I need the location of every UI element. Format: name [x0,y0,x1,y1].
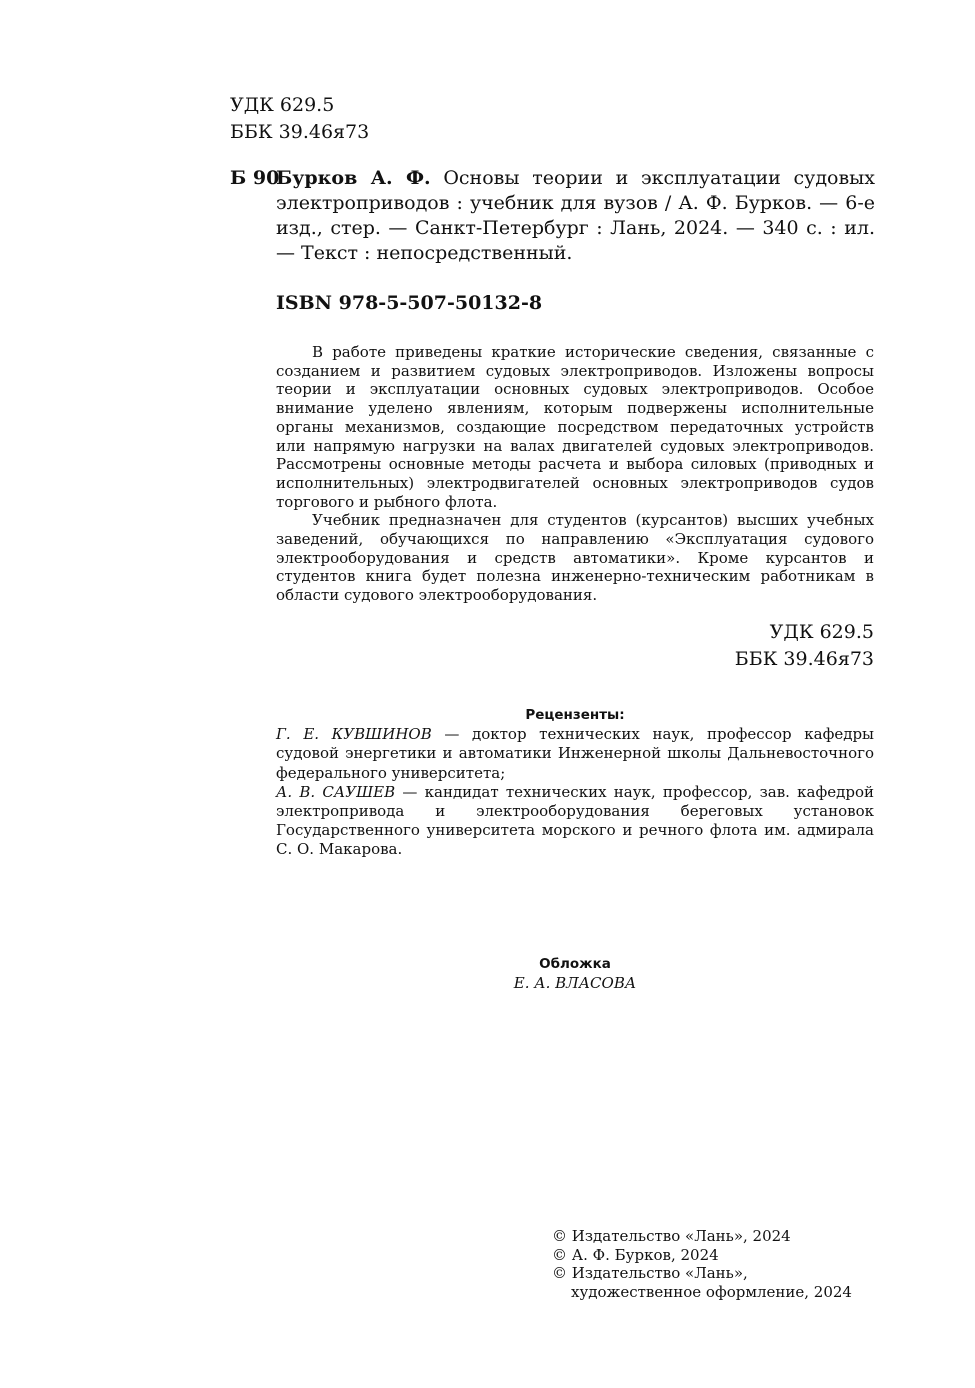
cover-designer: Е. А. ВЛАСОВА [513,974,637,992]
copyright-line: © А. Ф. Бурков, 2024 [552,1245,719,1264]
top-classification-codes [230,92,369,146]
copyright-line: © Издательство «Лань», [552,1264,748,1282]
udk-code: УДК 629.5 [230,94,335,116]
title-description: Основы теории и эксплуатации судовых электроприводов : учебник для вузов / А. Ф. Бурков. — 6-е изд., стер. — Санкт-Петербург : Лань, 2024. — 340 с. : ил. — Текст : непосредственный. [276,167,875,264]
abstract-paragraph: В работе приведены краткие исторические сведения, связанные с созданием и развитием судовых электроприводов. Изложены вопросы теории и эксплуатации основных судовых электроприводов. Особое внимание уделено явлениям, которым подвержены исполнительные органы механизмов, создающие посредством передаточных устройств или напрямую нагрузки на валах двигателей судовых электроприводов. Рассмотрены основные методы расчета и выбора силовых (приводных и исполнительных) электродвигателей основных электроприводов судов торгового и рыбного флота. [276,343,874,511]
reviewer-name: Г. Е. КУВШИНОВ [276,725,432,744]
bottom-classification-codes [735,619,874,673]
bibliographic-entry [230,166,875,266]
abstract-paragraph: Учебник предназначен для студентов (курсантов) высших учебных заведений, обучающихся по направлению «Эксплуатация судового электрооборудования и средств автоматики». Кроме курсантов и студентов книга будет полезна инженерно-техническим работникам в области судового электрооборудования. [276,511,874,605]
copyright-notice [552,1227,852,1301]
reviewer-name: А. В. САУШЕВ [276,782,396,801]
bibliographic-description [276,166,875,266]
isbn: ISBN 978-5-507-50132-8 [276,292,543,314]
copyright-line: © Издательство «Лань», 2024 [552,1227,791,1245]
copyright-line: художественное оформление, 2024 [571,1282,852,1301]
author-name: Бурков А. Ф. [276,167,431,189]
bbk-code: ББК 39.46я73 [230,121,370,143]
cover-label: Обложка [539,956,611,972]
reviewers-heading: Рецензенты: [525,707,625,723]
reviewers [276,706,874,860]
cover-credit [276,955,874,993]
abstract [276,343,874,605]
reviewer-description: — доктор технических наук, профессор кафедры судовой энергетики и автоматики Инженерной школы Дальневосточного федерального университета; [276,725,874,782]
bbk-code: ББК 39.46я73 [734,648,874,670]
author-code: Б 90 [230,167,280,189]
udk-code: УДК 629.5 [769,621,874,643]
reviewer-item [276,725,874,783]
reviewer-item [276,783,874,860]
reviewer-description: — кандидат технических наук, профессор, зав. кафедрой электропривода и электрооборудования береговых установок Государственного университета морского и речного флота им. адмирала С. О. Макарова. [276,782,874,859]
